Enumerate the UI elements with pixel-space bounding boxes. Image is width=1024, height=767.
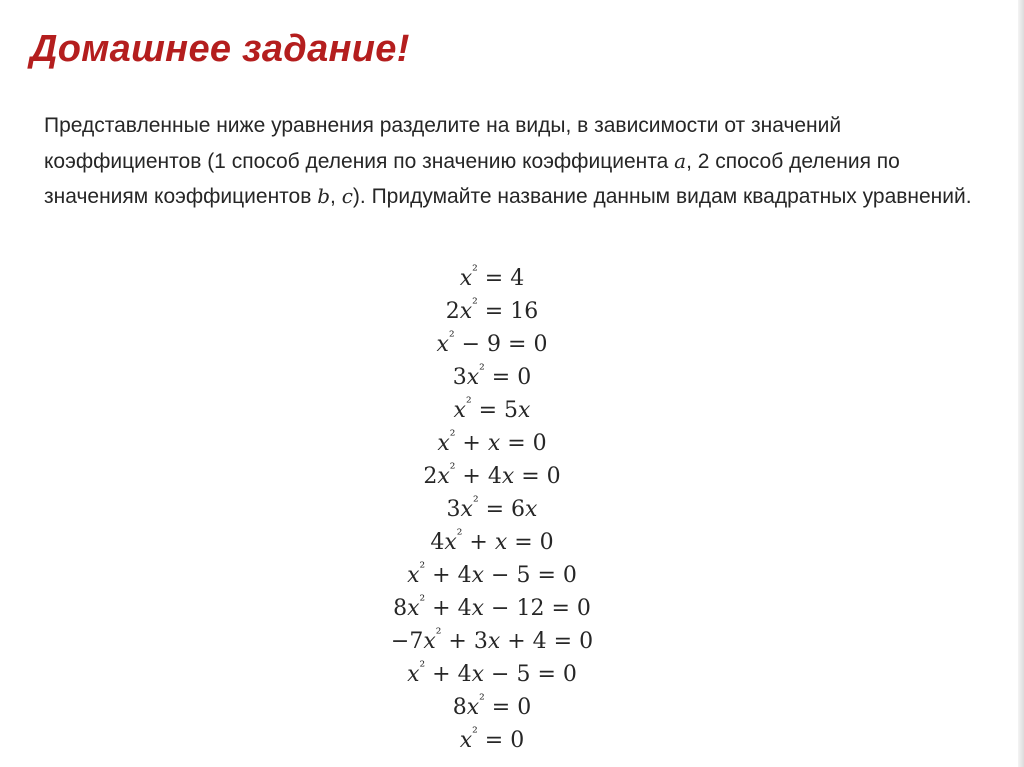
equation: $3x^{^2} = 6x$	[446, 493, 538, 522]
equation: $x^{^2} - 9 = 0$	[436, 328, 548, 357]
equation: $8x^{^2} = 0$	[452, 691, 532, 720]
equation: $2x^{^2} + 4x = 0$	[423, 460, 561, 489]
equation: $x^{^2} = 5x$	[453, 394, 531, 423]
instructions-part: ). Придумайте название данным видам квадратных уравнений.	[352, 185, 972, 208]
equation: $x^{^2} = 0$	[459, 724, 525, 753]
coefficient-c: c	[341, 184, 353, 208]
equation-list	[292, 262, 692, 757]
coefficient-b: b	[317, 184, 331, 208]
equation: $3x^{^2} = 0$	[452, 361, 532, 390]
slide-title: Домашнее задание!	[30, 28, 410, 70]
instructions-text	[44, 108, 994, 215]
equation: $x^{^2} = 4$	[459, 262, 525, 291]
equation: $4x^{^2} + x = 0$	[430, 526, 554, 555]
equation: $8x^{^2} + 4x - 12 = 0$	[393, 592, 591, 621]
equation: $x^{^2} + x = 0$	[437, 427, 547, 456]
instructions-part: Представленные ниже уравнения разделите на виды, в зависимости от значений коэффициентов (1 способ деления по значению коэффициента	[44, 114, 842, 173]
equation: $2x^{^2} = 16$	[445, 295, 539, 324]
coefficient-a: a	[674, 148, 687, 173]
equation: $x^{^2} + 4x - 5 = 0$	[407, 559, 577, 588]
instructions-part: , 2 способ деления по значениям коэффициентов	[44, 149, 900, 208]
instructions-part: ,	[330, 185, 342, 208]
slide-edge	[1018, 0, 1024, 767]
equation: $-7x^{^2} + 3x + 4 = 0$	[390, 625, 594, 654]
equation: $x^{^2} + 4x - 5 = 0$	[407, 658, 577, 687]
